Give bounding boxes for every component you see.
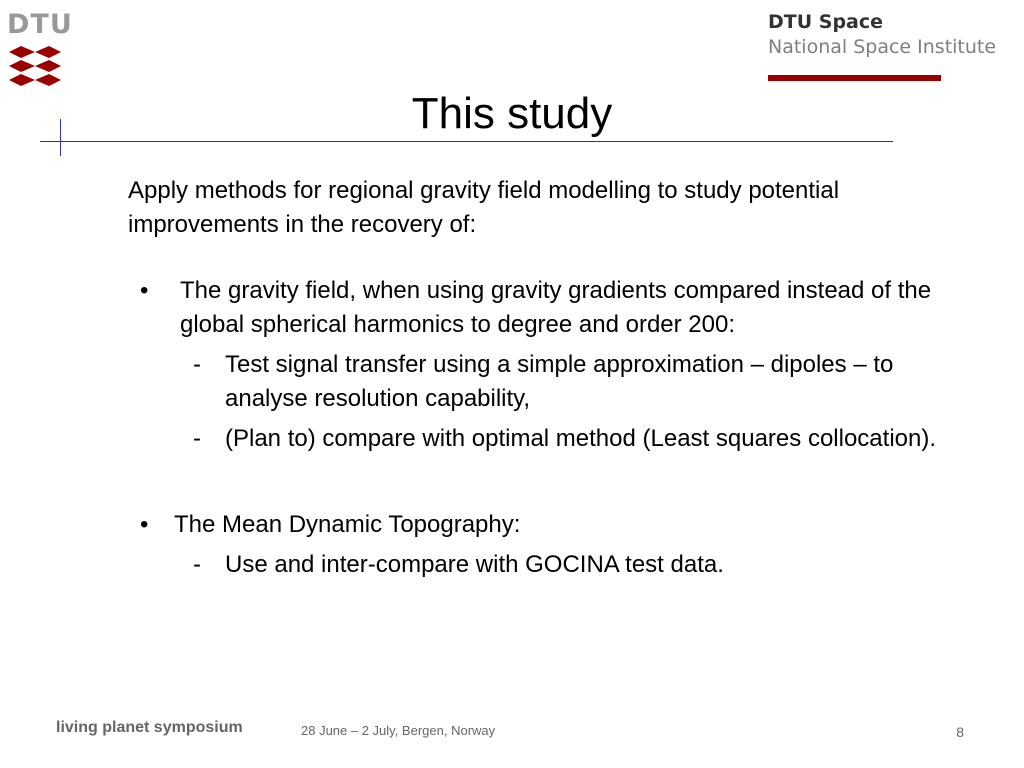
title-rule-tick [60, 119, 61, 156]
footer-date: 28 June – 2 July, Bergen, Norway [301, 723, 496, 738]
brand-subtitle: National Space Institute [768, 36, 997, 58]
page-number: 8 [956, 724, 964, 740]
dtu-logo [7, 9, 73, 95]
brand-title: DTU Space [768, 11, 884, 33]
dtu-waves-icon [7, 46, 63, 90]
bullet-marker: • [140, 277, 149, 304]
bullet-item [128, 274, 948, 342]
brand-block [768, 10, 996, 60]
title-rule [40, 141, 893, 142]
spacer [128, 456, 948, 496]
intro-text: Apply methods for regional gravity field modelling to study potential improvements in the recovery of: [128, 177, 840, 238]
sub-marker: - [193, 425, 201, 452]
sub-item [128, 348, 948, 416]
bullet-text: The Mean Dynamic Topography: [174, 511, 521, 538]
dtu-logo-text: DTU [7, 9, 73, 40]
sub-item [128, 548, 948, 582]
slide-title: This study [411, 89, 613, 138]
sub-marker: - [193, 351, 201, 378]
sub-text: (Plan to) compare with optimal method (Least squares collocation). [225, 425, 936, 452]
sub-marker: - [193, 551, 201, 578]
bullet-marker: • [140, 511, 149, 538]
sub-text: Use and inter-compare with GOCINA test data. [225, 551, 724, 578]
footer-event: living planet symposium [56, 719, 243, 736]
brand-bar [768, 75, 941, 81]
slide-body [128, 174, 948, 582]
bullet-text: The gravity field, when using gravity gradients compared instead of the global spherical harmonics to degree and order 200: [180, 277, 932, 338]
sub-item [128, 422, 948, 456]
bullet-item [128, 508, 948, 542]
sub-text: Test signal transfer using a simple approximation – dipoles – to analyse resolution capability, [225, 351, 894, 412]
